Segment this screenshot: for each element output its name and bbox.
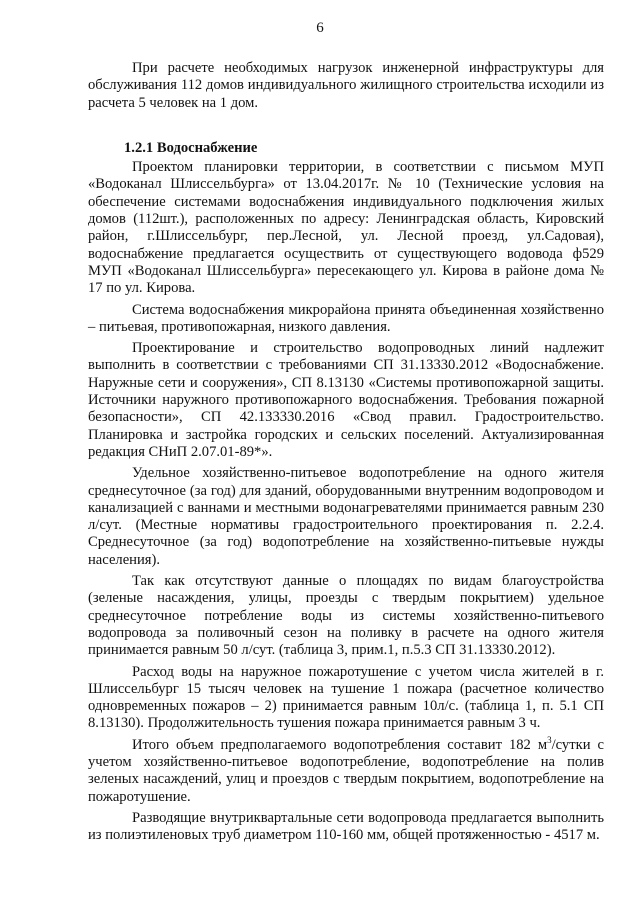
paragraph-total-volume xyxy=(88,734,604,806)
paragraph-water-source: Проектом планировки территории, в соответствии с письмом МУП «Водоканал Шлиссельбурга» от 13.04.2017г. № 10 (Технические условия на обеспечение системами водоснабжения индивидуального подключения жилых домов (112шт.), расположенных по адресу: Ленинградская область, Кировский район, г.Шлиссельбург, пер.Лесной, ул. Лесной проезд, ул.Садовая), водоснабжение предлагается осуществить от существующего водовода ф529 МУП «Водоканал Шлиссельбурга» пересекающего ул. Кирова в районе дома № 17 по ул. Кирова. xyxy=(88,159,604,297)
cubic-superscript: 3 xyxy=(547,734,552,745)
document-body xyxy=(88,60,604,844)
intro-paragraph: При расчете необходимых нагрузок инженерной инфраструктуры для обслуживания 112 домов индивидуального жилищного строительства исходили из расчета 5 человек на 1 дом. xyxy=(88,60,604,111)
paragraph-system-type: Система водоснабжения микрорайона принята объединенная хозяйственно – питьевая, противопожарная, низкого давления. xyxy=(88,301,604,335)
paragraph-irrigation: Так как отсутствуют данные о площадях по видам благоустройства (зеленые насаждения, улицы, проезды с твердым покрытием) удельное среднесуточное потребление воды из системы хозяйственно-питьевого водопровода за поливочный сезон на поливку в расчете на одного жителя принимается равным 50 л/сут. (таблица 3, прим.1, п.5.3 СП 31.13330.2012). xyxy=(88,573,604,659)
section-heading: 1.2.1 Водоснабжение xyxy=(124,139,258,156)
paragraph-fire-fighting: Расход воды на наружное пожаротушение с учетом числа жителей в г. Шлиссельбург 15 тысяч человек на тушение 1 пожара (расчетное количество одновременных пожаров – 2) принимается равным 10л/с. (таблица 1, п. 5.1 СП 8.13130). Продолжительность тушения пожара принимается равным 3 ч. xyxy=(88,663,604,732)
paragraph-consumption-norm: Удельное хозяйственно-питьевое водопотребление на одного жителя среднесуточное (за год) для зданий, оборудованными внутренним водопроводом и канализацией с ваннами и местными водонагревателями принимается равным 230 л/сут. (Местные нормативы градостроительного проектирования п. 2.2.4. Среднесуточное (за год) водопотребление на хозяйственно-питьевые нужды населения). xyxy=(88,465,604,568)
page-number: 6 xyxy=(316,20,324,36)
total-text-end: /сутки с учетом хозяйственно-питьевое водопотребление, водопотребление на полив зеленых насаждений, улиц и проездов с твердым покрытием, водопотребление на пожаротушение. xyxy=(88,736,604,805)
paragraph-standards: Проектирование и строительство водопроводных линий надлежит выполнить в соответствии с требованиями СП 31.13330.2012 «Водоснабжение. Наружные сети и сооружения», СП 8.13130 «Системы противопожарной защиты. Источники наружного противопожарного водоснабжения. Требования пожарной безопасности», СП 42.133330.2016 «Свод правил. Градостроительство. Планировка и застройка городских и сельских поселений. Актуализированная редакция СНиП 2.07.01-89*». xyxy=(88,340,604,460)
total-text-start: Итого объем предполагаемого водопотребления составит 182 м xyxy=(132,736,548,753)
paragraph-pipes: Разводящие внутриквартальные сети водопровода предлагается выполнить из полиэтиленовых труб диаметром 110-160 мм, общей протяженностью - 4517 м. xyxy=(88,809,604,844)
